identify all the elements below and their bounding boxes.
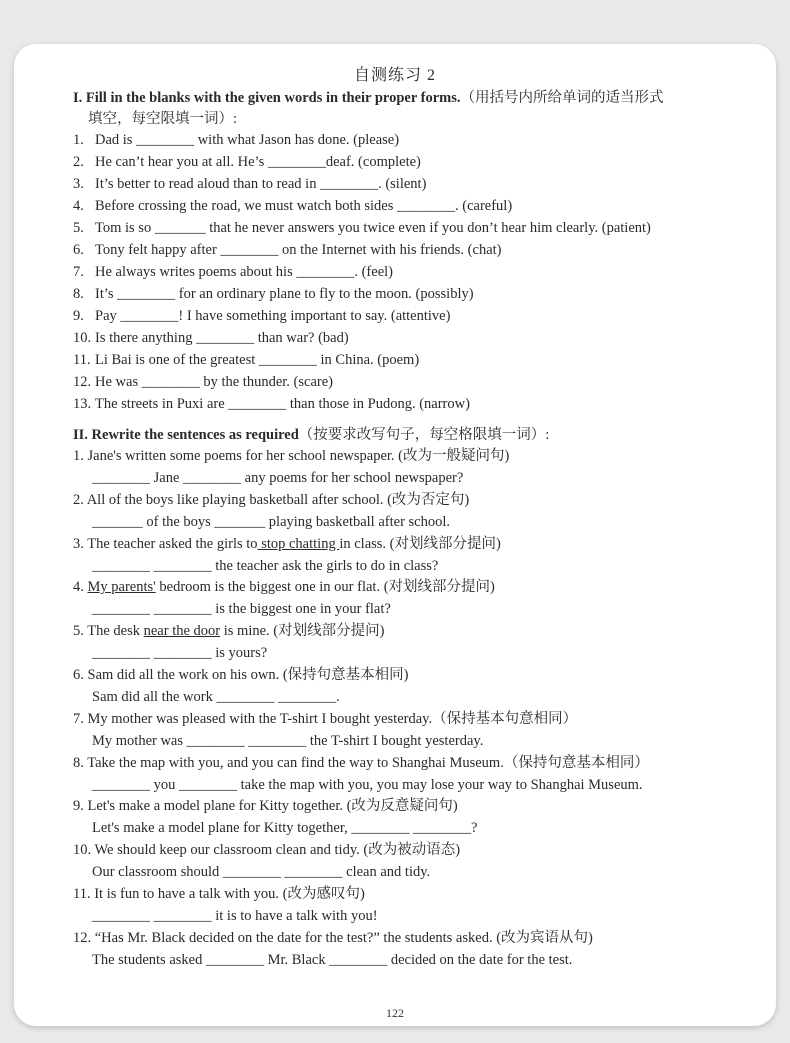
section-2-heading-en: II. Rewrite the sentences as required — [73, 427, 299, 443]
rewrite-item — [73, 621, 384, 641]
item-number: 12. — [73, 374, 92, 390]
answer-text: ________ Jane ________ any poems for her school newspaper? — [92, 469, 464, 486]
answer-text: My mother was ________ ________ the T-shirt I bought yesterday. — [92, 732, 484, 749]
section-2-heading — [73, 425, 549, 445]
answer-text: ________ ________ is the biggest one in your flat? — [92, 601, 391, 618]
item-number: 6. — [73, 242, 84, 258]
rewrite-item — [73, 928, 593, 948]
fill-blank-item — [73, 240, 501, 260]
fill-blank-item — [73, 196, 512, 216]
rewrite-item — [73, 840, 460, 860]
answer-line — [92, 775, 643, 795]
item-text: Dad is ________ with what Jason has done. (please) — [95, 132, 400, 148]
item-text-pre: The desk — [87, 623, 144, 640]
fill-blank-item — [73, 218, 651, 238]
answer-text: ________ you ________ take the map with you, you may lose your way to Shanghai Museum. — [92, 776, 643, 793]
rewrite-item — [73, 709, 577, 729]
answer-line — [92, 950, 572, 970]
item-number: 8. — [73, 754, 84, 771]
answer-text: The students asked ________ Mr. Black ________ decided on the date for the test. — [92, 951, 573, 968]
fill-blank-item — [73, 372, 333, 392]
answer-text: ________ ________ it is to have a talk with you! — [92, 907, 378, 924]
item-number: 2. — [73, 491, 84, 508]
fill-blank-item — [73, 152, 421, 172]
answer-line — [92, 468, 463, 488]
fill-blank-item — [73, 262, 393, 282]
item-number: 7. — [73, 710, 84, 727]
answer-line — [92, 556, 438, 576]
item-number: 10. — [73, 842, 92, 859]
item-text: Li Bai is one of the greatest ________ in China. (poem) — [95, 352, 420, 368]
item-number: 9. — [73, 798, 84, 815]
section-2-heading-cn: （按要求改写句子，每空格限填一词）: — [298, 427, 550, 443]
answer-line — [92, 643, 267, 663]
answer-line — [92, 731, 483, 751]
answer-text: ________ ________ the teacher ask the girls to do in class? — [92, 557, 439, 574]
fill-blank-item — [73, 306, 450, 326]
item-text: Let's make a model plane for Kitty together. (改为反意疑问句) — [87, 798, 458, 815]
answer-line — [92, 687, 340, 707]
rewrite-item — [73, 534, 501, 554]
rewrite-item — [73, 753, 649, 773]
answer-text: _______ of the boys _______ playing basketball after school. — [92, 513, 451, 530]
item-text-post: in class. (对划线部分提问) — [339, 535, 501, 552]
item-number: 3. — [73, 535, 84, 552]
item-text: My mother was pleased with the T-shirt I bought yesterday.（保持基本句意相同） — [87, 710, 578, 727]
section-1-heading-cn: （用括号内所给单词的适当形式 — [460, 90, 664, 106]
item-text: It’s ________ for an ordinary plane to fly to the moon. (possibly) — [95, 286, 474, 302]
rewrite-item — [73, 884, 365, 904]
item-number: 7. — [73, 264, 84, 280]
answer-line — [92, 818, 477, 838]
fill-blank-item — [73, 328, 349, 348]
underlined-part: stop chatting — [257, 535, 340, 552]
fill-blank-item — [73, 284, 474, 304]
answer-text: Let's make a model plane for Kitty together, ________ ________? — [92, 820, 478, 837]
rewrite-item — [73, 446, 509, 466]
answer-text: Our classroom should ________ ________ clean and tidy. — [92, 864, 431, 881]
item-number: 13. — [73, 396, 92, 412]
item-number: 4. — [73, 579, 84, 596]
item-text: We should keep our classroom clean and tidy. (改为被动语态) — [94, 842, 461, 859]
item-text: He always writes poems about his ________. (feel) — [95, 264, 393, 280]
answer-line — [92, 906, 378, 926]
item-number: 11. — [73, 352, 91, 368]
item-text: He was ________ by the thunder. (scare) — [95, 374, 333, 390]
answer-line — [92, 862, 430, 882]
item-text: Take the map with you, and you can find the way to Shanghai Museum.（保持句意基本相同） — [87, 754, 649, 771]
item-text: Jane's written some poems for her school newspaper. (改为一般疑问句) — [87, 448, 510, 464]
item-number: 10. — [73, 330, 92, 346]
section-1-heading-cont: 填空，每空限填一词）: — [88, 111, 238, 127]
fill-blank-item — [73, 174, 426, 194]
item-number: 1. — [73, 448, 84, 464]
item-text: Tony felt happy after ________ on the Internet with his friends. (chat) — [95, 242, 502, 258]
page-title: 自测练习 2 — [353, 67, 436, 84]
item-text: Before crossing the road, we must watch both sides ________. (careful) — [95, 198, 513, 214]
item-text: “Has Mr. Black decided on the date for the test?” the students asked. (改为宾语从句) — [94, 929, 593, 946]
fill-blank-item — [73, 350, 419, 370]
section-1-heading-en: I. Fill in the blanks with the given words in their proper forms. — [73, 90, 461, 106]
item-number: 4. — [73, 198, 84, 214]
rewrite-item — [73, 490, 469, 510]
item-number: 11. — [73, 886, 91, 902]
underlined-part: My parents' — [87, 579, 156, 596]
rewrite-item — [73, 796, 458, 816]
item-text-post: is mine. (对划线部分提问) — [220, 623, 385, 640]
page-number: 122 — [386, 1006, 404, 1020]
item-number: 12. — [73, 929, 92, 946]
item-text: Tom is so _______ that he never answers you twice even if you don’t hear him clearly. (patient) — [95, 220, 651, 236]
item-text: It’s better to read aloud than to read in ________. (silent) — [95, 176, 427, 192]
section-1-heading — [73, 88, 664, 108]
item-number: 5. — [73, 623, 84, 640]
underlined-part: near the door — [143, 623, 221, 640]
answer-text: ________ ________ is yours? — [92, 645, 268, 662]
fill-blank-item — [73, 394, 470, 414]
fill-blank-item — [73, 130, 399, 150]
item-number: 3. — [73, 176, 84, 192]
rewrite-item — [73, 665, 409, 685]
item-number: 8. — [73, 286, 84, 302]
item-number: 9. — [73, 308, 84, 324]
item-number: 6. — [73, 667, 84, 683]
item-text: All of the boys like playing basketball after school. (改为否定句) — [86, 491, 470, 508]
item-text: He can’t hear you at all. He’s ________deaf. (complete) — [95, 154, 421, 170]
item-text: Is there anything ________ than war? (bad) — [95, 330, 349, 346]
answer-text: Sam did all the work ________ ________. — [92, 688, 340, 705]
rewrite-item — [73, 577, 495, 597]
item-text: Sam did all the work on his own. (保持句意基本相同) — [87, 667, 409, 683]
item-number: 2. — [73, 154, 84, 170]
item-text: Pay ________! I have something important to say. (attentive) — [95, 308, 451, 324]
item-text-post: bedroom is the biggest one in our flat. (对划线部分提问) — [155, 579, 495, 596]
item-text: It is fun to have a talk with you. (改为感叹句) — [94, 886, 365, 902]
item-text: The streets in Puxi are ________ than those in Pudong. (narrow) — [95, 396, 470, 412]
answer-line — [92, 599, 391, 619]
item-text-pre: The teacher asked the girls to — [87, 535, 258, 552]
item-number: 5. — [73, 220, 84, 236]
item-number: 1. — [73, 132, 84, 148]
answer-line — [92, 512, 450, 532]
